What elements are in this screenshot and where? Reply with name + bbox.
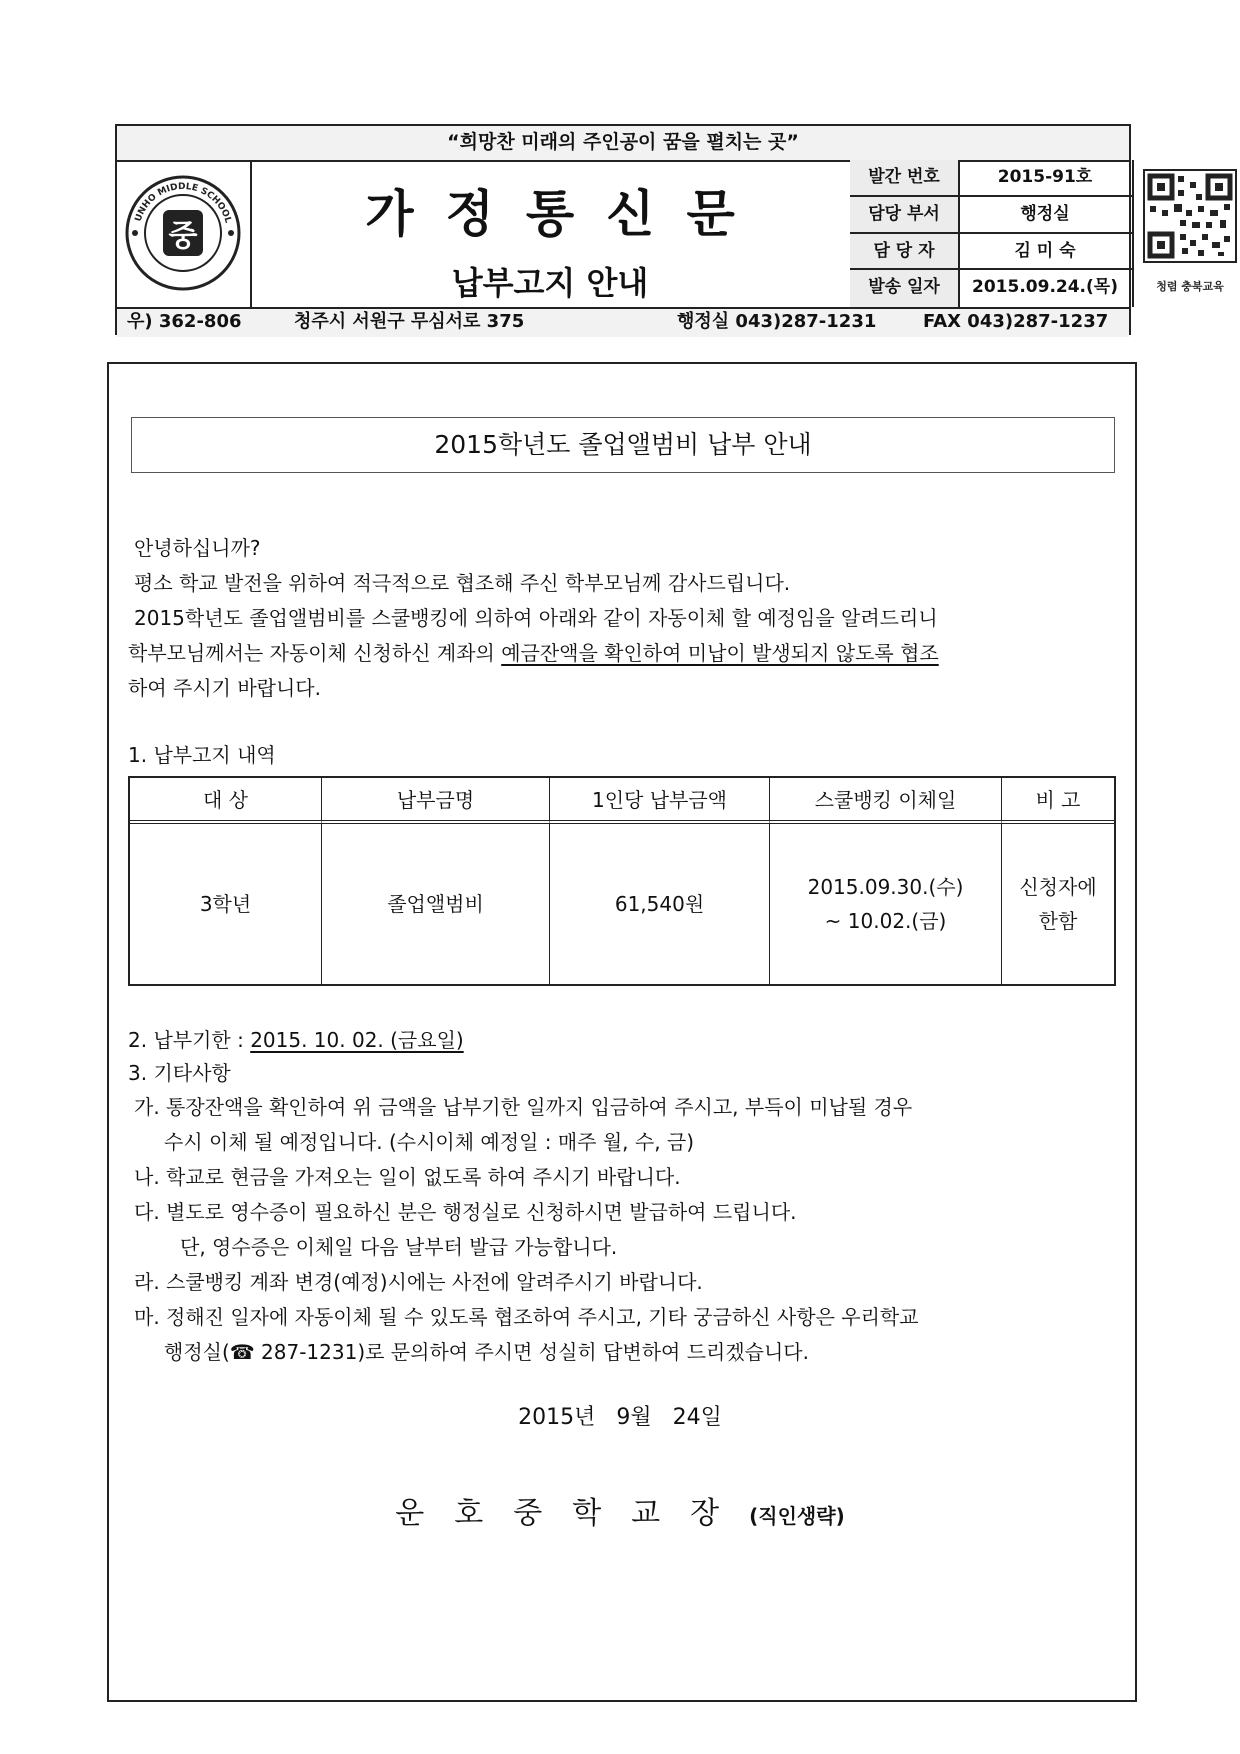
paragraph-1: 평소 학교 발전을 위하여 적극적으로 협조해 주신 학부모님께 감사드립니다. xyxy=(134,571,791,595)
cell-note xyxy=(1002,824,1114,984)
qr-code-icon xyxy=(1134,160,1240,307)
meta-label: 발송 일자 xyxy=(850,270,960,307)
meta-row-contact-person xyxy=(850,234,1132,271)
title-cell xyxy=(250,160,852,307)
svg-text:UNHO MIDDLE SCHOOL: UNHO MIDDLE SCHOOL xyxy=(133,181,233,225)
column-header-target: 대 상 xyxy=(130,778,322,824)
list-item: 가. 통장잔액을 확인하여 위 금액을 납부기한 일까지 입금하여 주시고, 부득이 미납될 경우 xyxy=(134,1095,913,1119)
fax-number: FAX 043)287-1237 xyxy=(923,311,1109,332)
section-2-due-date xyxy=(128,1024,464,1053)
column-header-amount: 1인당 납부금액 xyxy=(550,778,770,824)
meta-label: 발간 번호 xyxy=(850,160,960,195)
list-item: 다. 별도로 영수증이 필요하신 분은 행정실로 신청하시면 발급하여 드립니다. xyxy=(134,1200,797,1224)
cell-text: 3학년 xyxy=(199,892,252,916)
document-title: 가정통신문 xyxy=(365,185,767,243)
notice-title: 2015학년도 졸업앨범비 납부 안내 xyxy=(131,417,1115,473)
list-item: 마. 정해진 일자에 자동이체 될 수 있도록 협조하여 주시고, 기타 궁금하신 사항은 우리학교 xyxy=(134,1305,919,1329)
meta-value: 2015-91호 xyxy=(997,167,1093,187)
meta-value: 김 미 숙 xyxy=(1014,240,1076,261)
cell-text: ~ 10.02.(금) xyxy=(824,909,947,933)
section-3-heading: 3. 기타사항 xyxy=(128,1061,231,1085)
header-footer-bar xyxy=(117,307,1129,337)
column-header-item: 납부금명 xyxy=(322,778,550,824)
emphasis-underlined: 예금잔액을 확인하여 미납이 발생되지 않도록 협조 xyxy=(501,641,939,665)
cell-amount xyxy=(550,824,770,984)
school-logo-icon xyxy=(117,160,250,307)
paragraph-text: 학부모님께서는 자동이체 신청하신 계좌의 xyxy=(128,641,502,665)
meta-label: 담당 부서 xyxy=(850,197,960,232)
qr-cell xyxy=(1132,160,1240,307)
cell-text: 61,540원 xyxy=(614,892,705,916)
cell-transfer-date xyxy=(770,824,1002,984)
meta-table xyxy=(850,160,1118,307)
meta-row-issue-number xyxy=(850,160,1132,197)
due-date-value: 2015. 10. 02. (금요일) xyxy=(250,1028,464,1052)
document-subtitle: 납부고지 안내 xyxy=(451,264,649,302)
cell-target xyxy=(130,824,322,984)
cell-text: 2015.09.30.(수) xyxy=(807,875,964,899)
cell-text: 한함 xyxy=(1038,909,1078,933)
logo-cell xyxy=(117,160,252,307)
newsletter-header xyxy=(115,124,1224,335)
payment-table xyxy=(128,776,1116,986)
address: 청주시 서원구 무심서로 375 xyxy=(294,311,525,332)
seal-omitted-note: (직인생략) xyxy=(749,1504,845,1528)
cell-text: 신청자에 xyxy=(1019,875,1097,899)
column-header-note: 비 고 xyxy=(1002,778,1114,824)
svg-text:중: 중 xyxy=(168,219,198,254)
school-motto: “희망찬 미래의 주인공이 꿈을 펼치는 곳” xyxy=(117,126,1129,162)
paragraph-2-line-3: 하여 주시기 바랍니다. xyxy=(128,676,321,700)
meta-row-department xyxy=(850,197,1132,234)
list-item-continued: 단, 영수증은 이체일 다음 날부터 발급 가능합니다. xyxy=(180,1235,618,1259)
list-item-continued: 수시 이체 될 예정입니다. (수시이체 예정일 : 매주 월, 수, 금) xyxy=(164,1130,695,1154)
list-item-continued: 행정실(☎ 287-1231)로 문의하여 주시면 성실히 답변하여 드리겠습니다. xyxy=(164,1340,809,1364)
meta-value: 행정실 xyxy=(1020,203,1070,224)
principal-name: 운호중학교장 xyxy=(395,1496,750,1531)
section-1-heading: 1. 납부고지 내역 xyxy=(128,743,276,767)
list-item: 라. 스쿨뱅킹 계좌 변경(예정)시에는 사전에 알려주시기 바랍니다. xyxy=(134,1270,703,1294)
meta-label: 담 당 자 xyxy=(850,234,960,269)
greeting: 안녕하십니까? xyxy=(134,536,261,560)
meta-row-send-date xyxy=(850,270,1132,307)
meta-value: 2015.09.24.(목) xyxy=(972,277,1118,298)
column-header-transfer-date: 스쿨뱅킹 이체일 xyxy=(770,778,1002,824)
due-date-label: 2. 납부기한 : xyxy=(128,1028,251,1052)
principal-signature xyxy=(0,1488,1240,1532)
closing-date: 2015년 9월 24일 xyxy=(518,1405,722,1430)
svg-text:청렴 충북교육: 청렴 충북교육 xyxy=(1156,280,1224,293)
cell-text: 졸업앨범비 xyxy=(387,892,484,916)
list-item: 나. 학교로 현금을 가져오는 일이 없도록 하여 주시기 바랍니다. xyxy=(134,1165,681,1189)
paragraph-2-line-1: 2015학년도 졸업앨범비를 스쿨뱅킹에 의하여 아래와 같이 자동이체 할 예정임을 알려드리니 xyxy=(134,606,938,630)
paragraph-2-line-2 xyxy=(128,637,939,666)
cell-item xyxy=(322,824,550,984)
postcode: 우) 362-806 xyxy=(127,311,242,332)
office-phone: 행정실 043)287-1231 xyxy=(677,311,877,332)
